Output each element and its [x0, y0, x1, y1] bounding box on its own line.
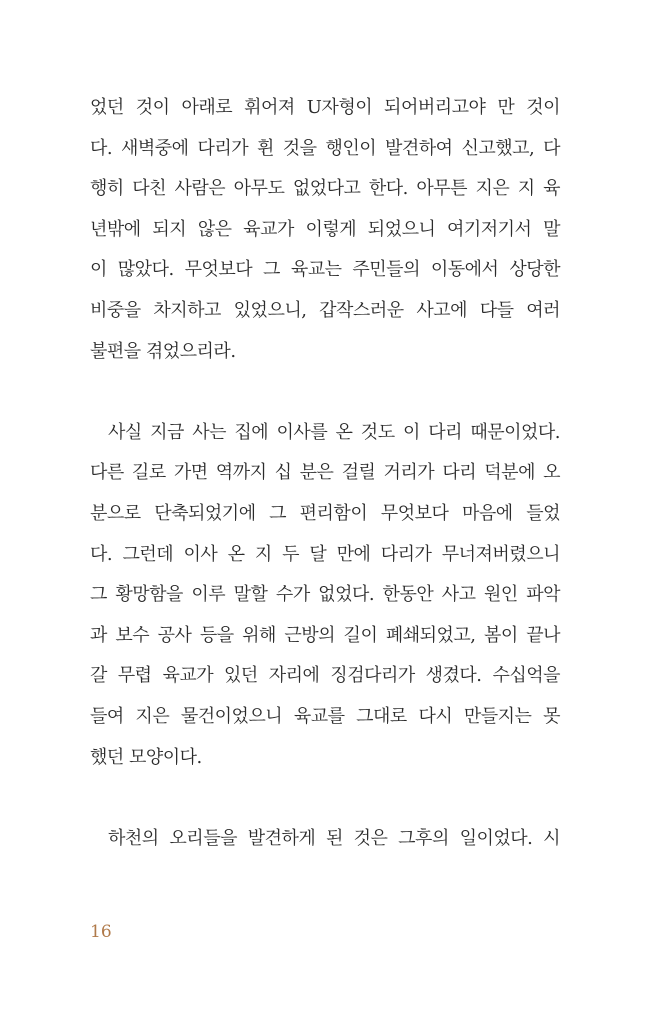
- text-line: 비중을 차지하고 있었으니, 갑작스러운 사고에 다들 여러: [90, 299, 560, 321]
- paragraph-gap: [90, 778, 560, 819]
- paragraph: [90, 413, 560, 778]
- text-line: 불편을 겪었으리라.: [90, 340, 236, 362]
- text-line: 하천의 오리들을 발견하게 된 것은 그후의 일이었다. 시: [108, 827, 560, 849]
- text-line: 갈 무렵 육교가 있던 자리에 징검다리가 생겼다. 수십억을: [90, 665, 560, 687]
- text-line: 했던 모양이다.: [90, 746, 202, 768]
- text-line: 다. 새벽중에 다리가 휜 것을 행인이 발견하여 신고했고, 다: [90, 137, 560, 159]
- text-line: 이 많았다. 무엇보다 그 육교는 주민들의 이동에서 상당한: [90, 259, 560, 281]
- text-line: 분으로 단축되었기에 그 편리함이 무엇보다 마음에 들었: [90, 502, 560, 524]
- text-line: 사실 지금 사는 집에 이사를 온 것도 이 다리 때문이었다.: [108, 421, 560, 443]
- paragraph: [90, 88, 560, 372]
- text-line: 다른 길로 가면 역까지 십 분은 걸릴 거리가 다리 덕분에 오: [90, 462, 560, 484]
- text-line: 행히 다친 사람은 아무도 없었다고 한다. 아무튼 지은 지 육: [90, 178, 560, 200]
- paragraph-gap: [90, 372, 560, 413]
- text-line: 년밖에 되지 않은 육교가 이렇게 되었으니 여기저기서 말: [90, 218, 560, 240]
- text-line: 그 황망함을 이루 말할 수가 없었다. 한동안 사고 원인 파악: [90, 584, 560, 606]
- text-line: 들여 지은 물건이었으니 육교를 그대로 다시 만들지는 못: [90, 705, 560, 727]
- page-number: 16: [90, 922, 112, 942]
- body-text: [90, 88, 560, 859]
- text-line: 었던 것이 아래로 휘어져 U자형이 되어버리고야 만 것이: [90, 97, 560, 118]
- paragraph: [90, 819, 560, 860]
- text-line: 과 보수 공사 등을 위해 근방의 길이 폐쇄되었고, 봄이 끝나: [90, 624, 560, 646]
- text-line: 다. 그런데 이사 온 지 두 달 만에 다리가 무너져버렸으니: [90, 543, 560, 565]
